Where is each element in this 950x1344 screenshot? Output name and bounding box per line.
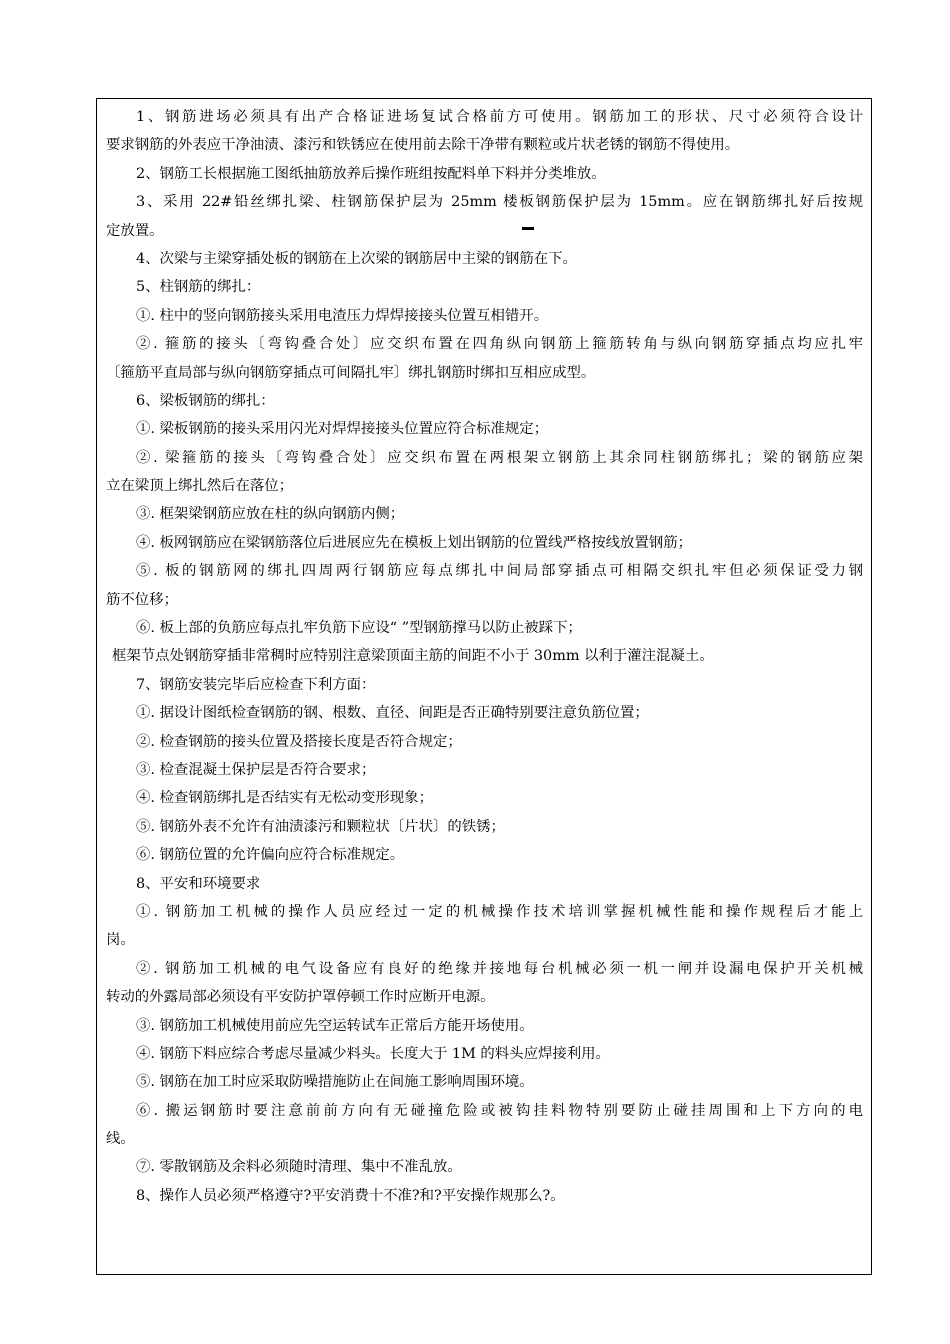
text-line: ③. 检查混凝土保护层是否符合要求； — [136, 761, 376, 778]
text-line: 筋不位移； — [106, 591, 178, 608]
text-line: ④. 板网钢筋应在梁钢筋落位后进展应先在模板上划出钢筋的位置线严格按线放置钢筋； — [136, 534, 692, 551]
text-line: 定放置。 — [106, 222, 164, 239]
dash-mark — [522, 227, 534, 230]
text-line: 转动的外露局部必须设有平安防护罩停顿工作时应断开电源。 — [106, 989, 495, 1006]
document-body — [106, 103, 863, 1210]
text-line: ②. 钢筋加工机械的电气设备应有良好的绝缘并接地每台机械必须一机一闸并设漏电保护开关机械 — [136, 960, 863, 977]
text-line: ①. 钢筋加工机械的操作人员应经过一定的机械操作技术培训掌握机械性能和操作规程后才能上 — [136, 903, 863, 920]
text-line: 线。 — [106, 1131, 135, 1148]
text-line: ④. 钢筋下料应综合考虑尽量减少料头。长度大于 1M 的料头应焊接利用。 — [136, 1045, 610, 1062]
text-line: 框架节点处钢筋穿插非常稠时应特别注意梁顶面主筋的间距不小于 30mm 以利于灌注混凝土。 — [112, 648, 714, 665]
text-line: ①. 柱中的竖向钢筋接头采用电渣压力焊焊接接头位置互相错开。 — [136, 307, 549, 324]
text-line: ⑥. 板上部的负筋应每点扎牢负筋下应设“ ”型钢筋撑马以防止被踩下； — [136, 620, 582, 637]
text-line: 7、钢筋安装完毕后应检查下利方面： — [136, 676, 376, 693]
text-line: ③. 钢筋加工机械使用前应先空运转试车正常后方能开场使用。 — [136, 1017, 534, 1034]
text-line: 〔箍筋平直局部与纵向钢筋穿插点可间隔扎牢〕绑扎钢筋时绑扣互相应成型。 — [106, 364, 596, 381]
text-line: ⑥. 钢筋位置的允许偏向应符合标准规定。 — [136, 847, 405, 864]
text-line: 1、钢筋进场必须具有出产合格证进场复试合格前方可使用。钢筋加工的形状、尺寸必须符合设计 — [136, 109, 863, 125]
text-line: ⑥. 搬运钢筋时要注意前前方向有无碰撞危险或被钩挂料物特别要防止碰挂周围和上下方向的电 — [136, 1102, 863, 1119]
text-line: ②. 检查钢筋的接头位置及搭接长度是否符合规定； — [136, 733, 462, 750]
text-line: 3、采用 22#铅丝绑扎梁、柱钢筋保护层为 25mm 楼板钢筋保护层为 15mm。应在钢筋绑扎好后按规 — [136, 194, 863, 211]
text-line: ①. 据设计图纸检查钢筋的钢、根数、直径、间距是否正确特别要注意负筋位置； — [136, 705, 649, 722]
text-line: ②. 梁箍筋的接头〔弯钩叠合处〕应交织布置在两根架立钢筋上其余同柱钢筋绑扎；梁的钢筋应架 — [136, 449, 863, 466]
text-line: ⑤. 钢筋在加工时应采取防噪措施防止在间施工影响周围环境。 — [136, 1074, 534, 1091]
text-line: ⑦. 零散钢筋及余料必须随时清理、集中不准乱放。 — [136, 1159, 462, 1176]
text-line: ④. 检查钢筋绑扎是否结实有无松动变形现象； — [136, 790, 433, 807]
text-line: 8、平安和环境要求 — [136, 875, 261, 892]
text-line: ⑤. 板的钢筋网的绑扎四周两行钢筋应每点绑扎中间局部穿插点可相隔交织扎牢但必须保证受力钢 — [136, 563, 863, 580]
text-line: 岗。 — [106, 932, 135, 949]
text-line: ②. 箍筋的接头〔弯钩叠合处〕应交织布置在四角纵向钢筋上箍筋转角与纵向钢筋穿插点均应扎牢 — [136, 336, 863, 353]
text-line: 8、操作人员必须严格遵守?平安消费十不准?和?平安操作规那么?。 — [136, 1187, 565, 1204]
text-line: 5、柱钢筋的绑扎： — [136, 279, 261, 296]
text-line: ①. 梁板钢筋的接头采用闪光对焊焊接接头位置应符合标准规定； — [136, 421, 549, 438]
text-line: 2、钢筋工长根据施工图纸抽筋放养后操作班组按配料单下料并分类堆放。 — [136, 165, 606, 182]
text-line: 4、次梁与主梁穿插处板的钢筋在上次梁的钢筋居中主梁的钢筋在下。 — [136, 250, 577, 267]
text-line: 6、梁板钢筋的绑扎： — [136, 392, 275, 409]
text-line: 要求钢筋的外表应干净油渍、漆污和铁锈应在使用前去除干净带有颗粒或片状老锈的钢筋不得使用。 — [106, 137, 740, 154]
text-line: ③. 框架梁钢筋应放在柱的纵向钢筋内侧； — [136, 506, 405, 523]
text-line: 立在梁顶上绑扎然后在落位； — [106, 478, 294, 495]
text-line: ⑤. 钢筋外表不允许有油渍漆污和颗粒状〔片状〕的铁锈； — [136, 818, 505, 835]
document-frame — [96, 98, 872, 1275]
